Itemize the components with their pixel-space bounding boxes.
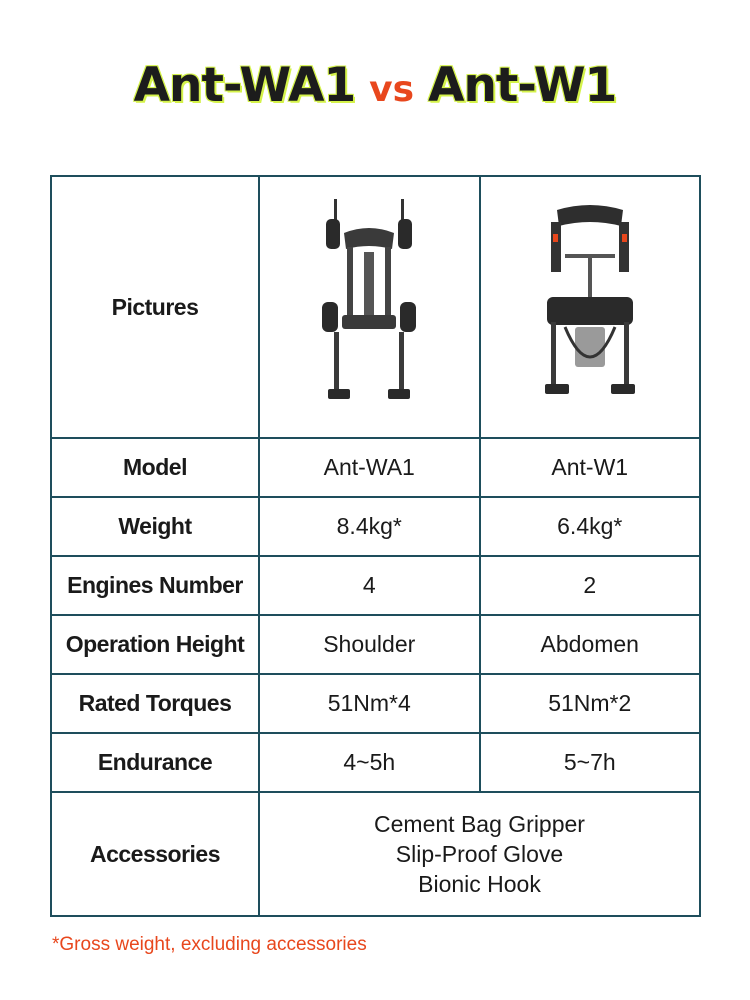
exoskeleton-wa1-image xyxy=(314,197,424,417)
table-row-operation-height xyxy=(51,615,700,674)
table-row-model xyxy=(51,438,700,497)
footnote: *Gross weight, excluding accessories xyxy=(52,934,367,955)
row-label: Endurance xyxy=(51,733,259,792)
cell-ant-w1: Abdomen xyxy=(480,615,701,674)
row-label: Engines Number xyxy=(51,556,259,615)
cell-ant-w1: 2 xyxy=(480,556,701,615)
cell-ant-wa1: 4 xyxy=(259,556,480,615)
comparison-table xyxy=(50,175,701,917)
row-label: Rated Torques xyxy=(51,674,259,733)
picture-ant-wa1 xyxy=(259,176,480,438)
table-row-engines xyxy=(51,556,700,615)
row-label: Pictures xyxy=(51,176,259,438)
cell-ant-w1: 5~7h xyxy=(480,733,701,792)
cell-ant-wa1: Shoulder xyxy=(259,615,480,674)
title-model-left: Ant-WA1 xyxy=(133,58,356,113)
page-title xyxy=(0,58,750,113)
row-label: Accessories xyxy=(51,792,259,916)
table-row-rated-torques xyxy=(51,674,700,733)
row-label: Model xyxy=(51,438,259,497)
row-label: Weight xyxy=(51,497,259,556)
cell-ant-wa1: Ant-WA1 xyxy=(259,438,480,497)
table-row-weight xyxy=(51,497,700,556)
picture-ant-w1 xyxy=(480,176,701,438)
cell-ant-wa1: 51Nm*4 xyxy=(259,674,480,733)
table-row-accessories xyxy=(51,792,700,916)
table-row-pictures xyxy=(51,176,700,438)
accessories-list xyxy=(259,792,700,916)
accessory-item: Slip-Proof Glove xyxy=(395,841,564,867)
cell-ant-w1: 51Nm*2 xyxy=(480,674,701,733)
exoskeleton-w1-image xyxy=(535,202,645,412)
accessory-item: Cement Bag Gripper xyxy=(374,811,585,837)
title-model-right: Ant-W1 xyxy=(428,58,617,113)
cell-ant-w1: Ant-W1 xyxy=(480,438,701,497)
title-vs: vs xyxy=(369,69,415,110)
table-row-endurance xyxy=(51,733,700,792)
cell-ant-wa1: 4~5h xyxy=(259,733,480,792)
cell-ant-wa1: 8.4kg* xyxy=(259,497,480,556)
cell-ant-w1: 6.4kg* xyxy=(480,497,701,556)
accessory-item: Bionic Hook xyxy=(418,871,541,897)
row-label: Operation Height xyxy=(51,615,259,674)
